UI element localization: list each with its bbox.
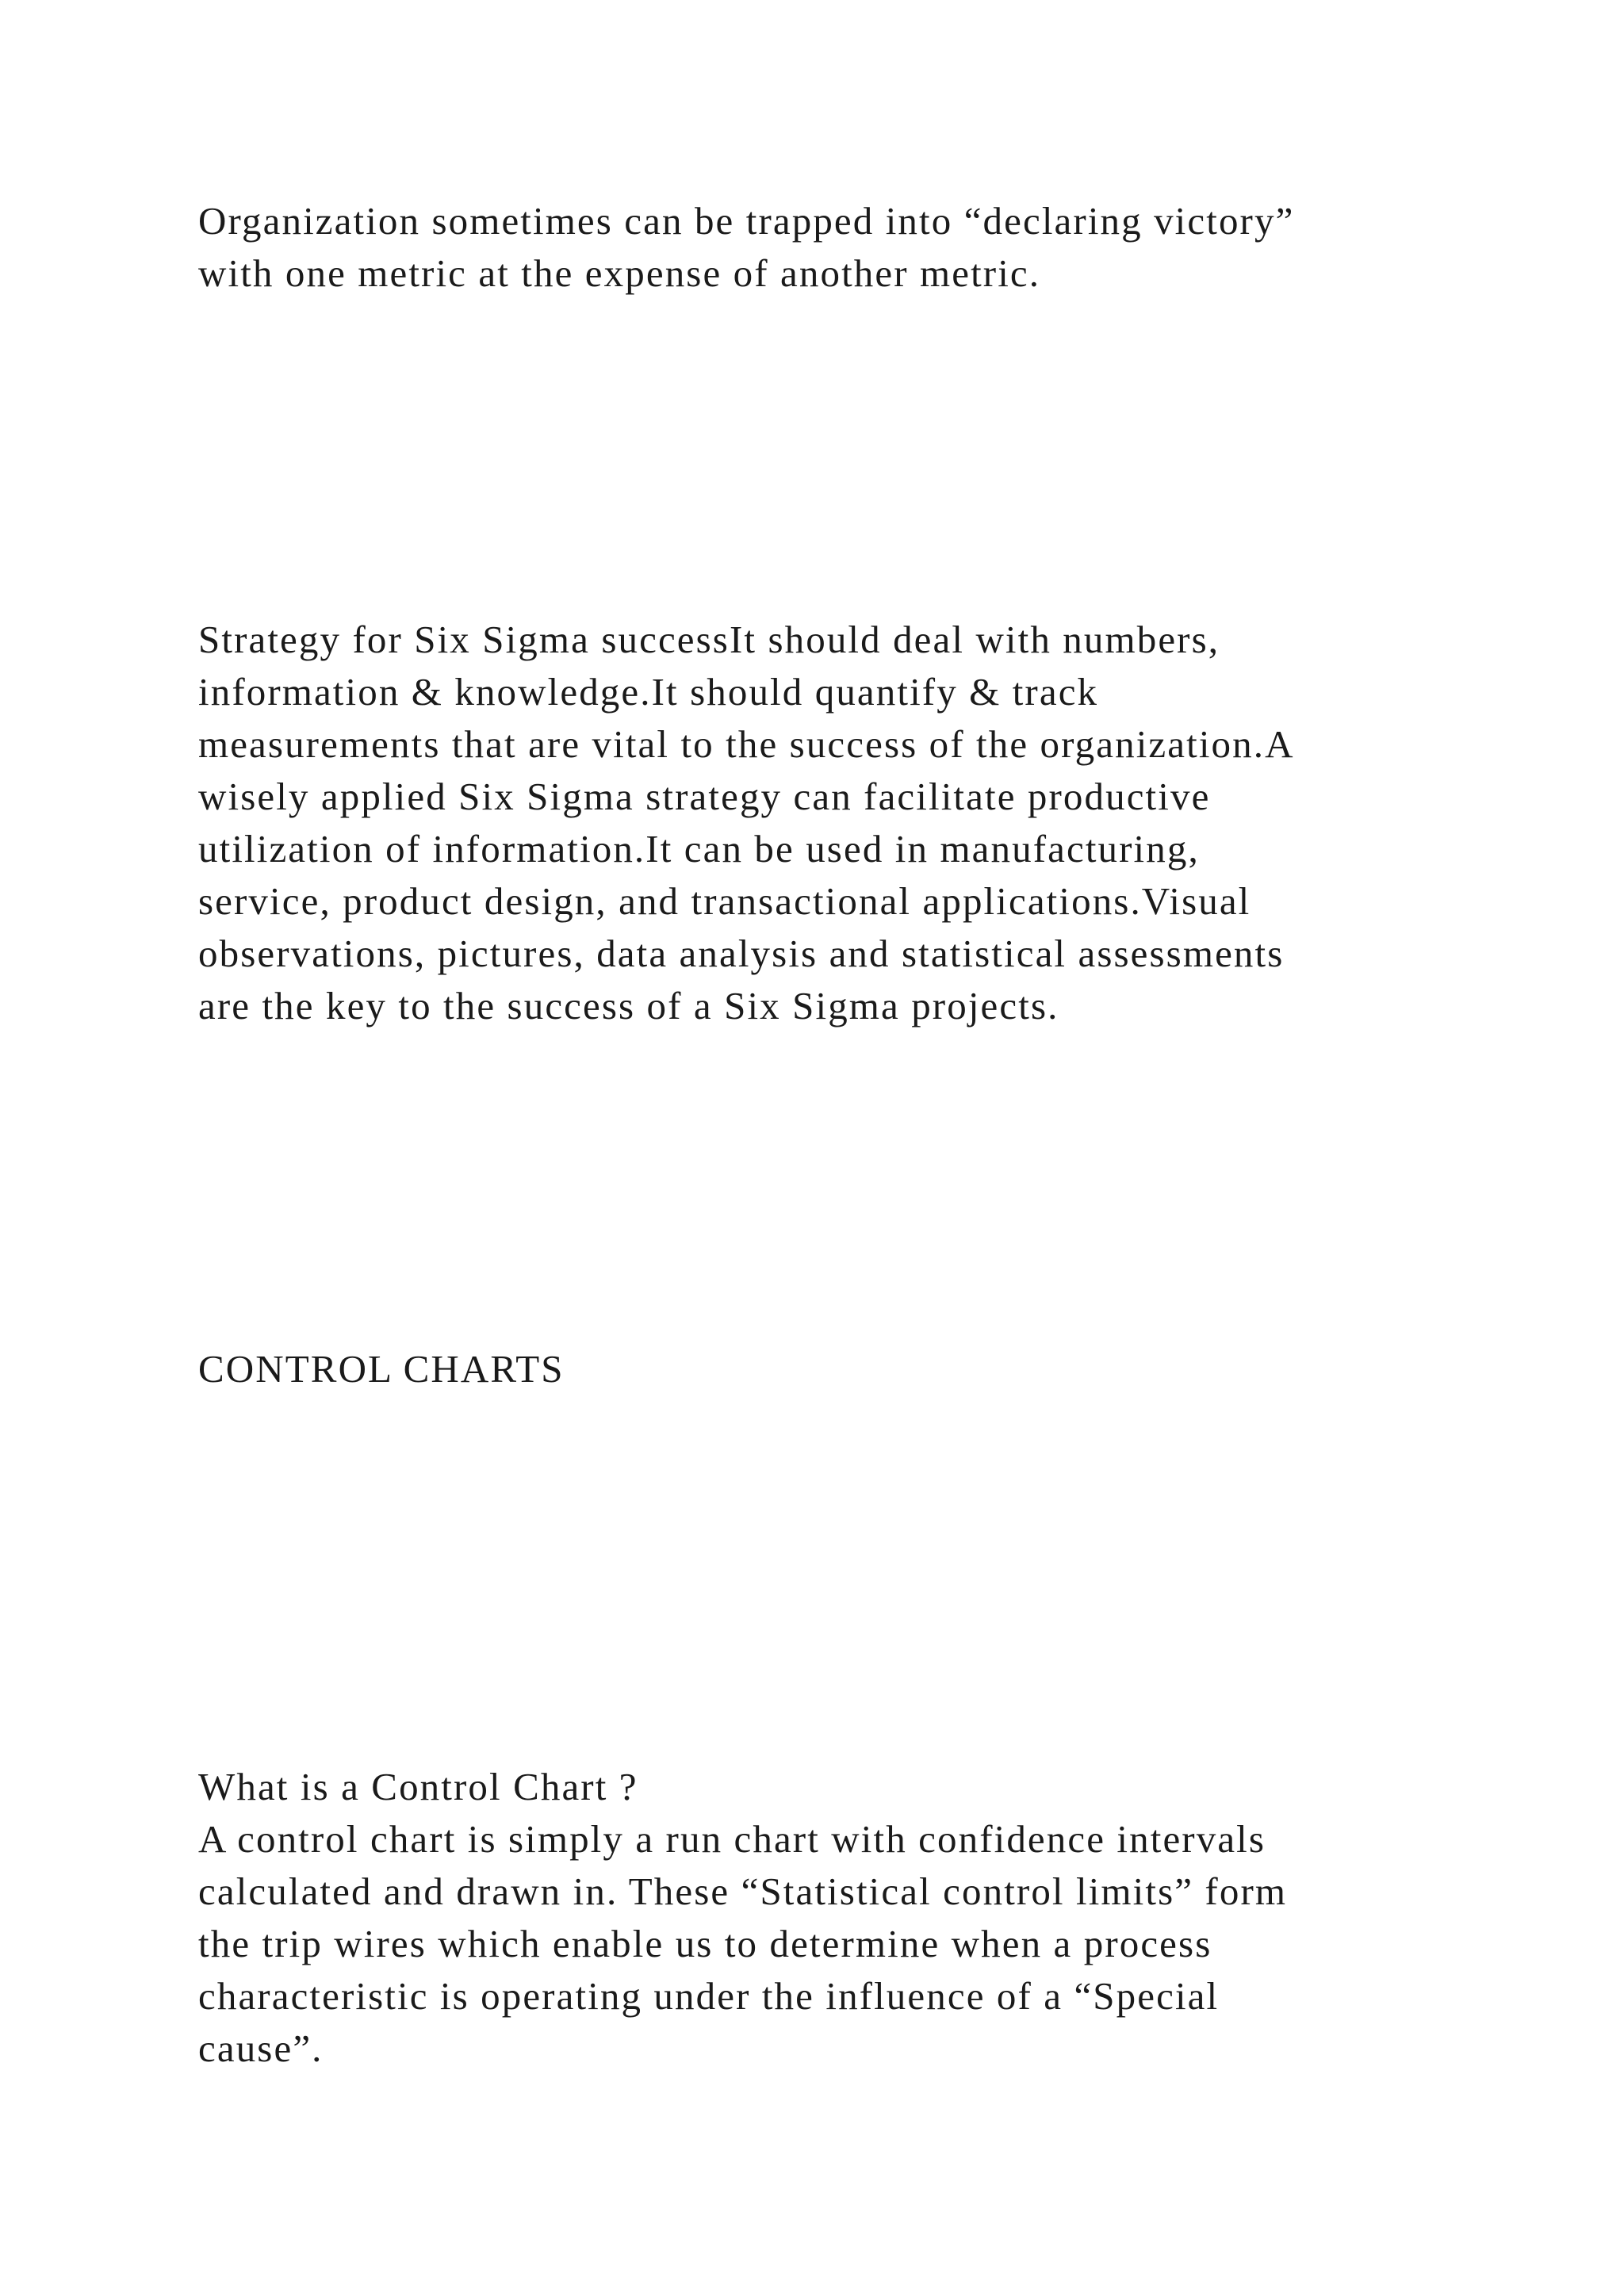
text-line: A control chart is simply a run chart with confidence intervals <box>198 1817 1266 1861</box>
text-line: with one metric at the expense of another metric. <box>198 251 1041 295</box>
text-line: are the key to the success of a Six Sigma projects. <box>198 984 1059 1027</box>
section-heading: CONTROL CHARTS <box>198 1347 565 1391</box>
text-line: Organization sometimes can be trapped into “declaring victory” <box>198 199 1295 243</box>
strategy-paragraph <box>198 614 1483 1032</box>
text-line: wisely applied Six Sigma strategy can facilitate productive <box>198 775 1211 818</box>
intro-paragraph <box>198 195 1483 300</box>
text-line: the trip wires which enable us to determine when a process <box>198 1922 1212 1965</box>
text-line: Strategy for Six Sigma successIt should deal with numbers, <box>198 618 1220 661</box>
text-line: characteristic is operating under the influence of a “Special <box>198 1974 1220 2018</box>
text-line: information & knowledge.It should quantify & track <box>198 670 1099 714</box>
control-charts-heading <box>198 1343 1483 1395</box>
text-line: measurements that are vital to the success of the organization.A <box>198 722 1295 766</box>
text-line: cause”. <box>198 2026 324 2070</box>
text-line: utilization of information.It can be used in manufacturing, <box>198 827 1200 871</box>
text-line: calculated and drawn in. These “Statistical control limits” form <box>198 1869 1288 1913</box>
control-chart-paragraph <box>198 1761 1483 2075</box>
question-line: What is a Control Chart ? <box>198 1765 638 1808</box>
text-line: observations, pictures, data analysis and statistical assessments <box>198 932 1285 975</box>
text-line: service, product design, and transactional applications.Visual <box>198 879 1251 923</box>
